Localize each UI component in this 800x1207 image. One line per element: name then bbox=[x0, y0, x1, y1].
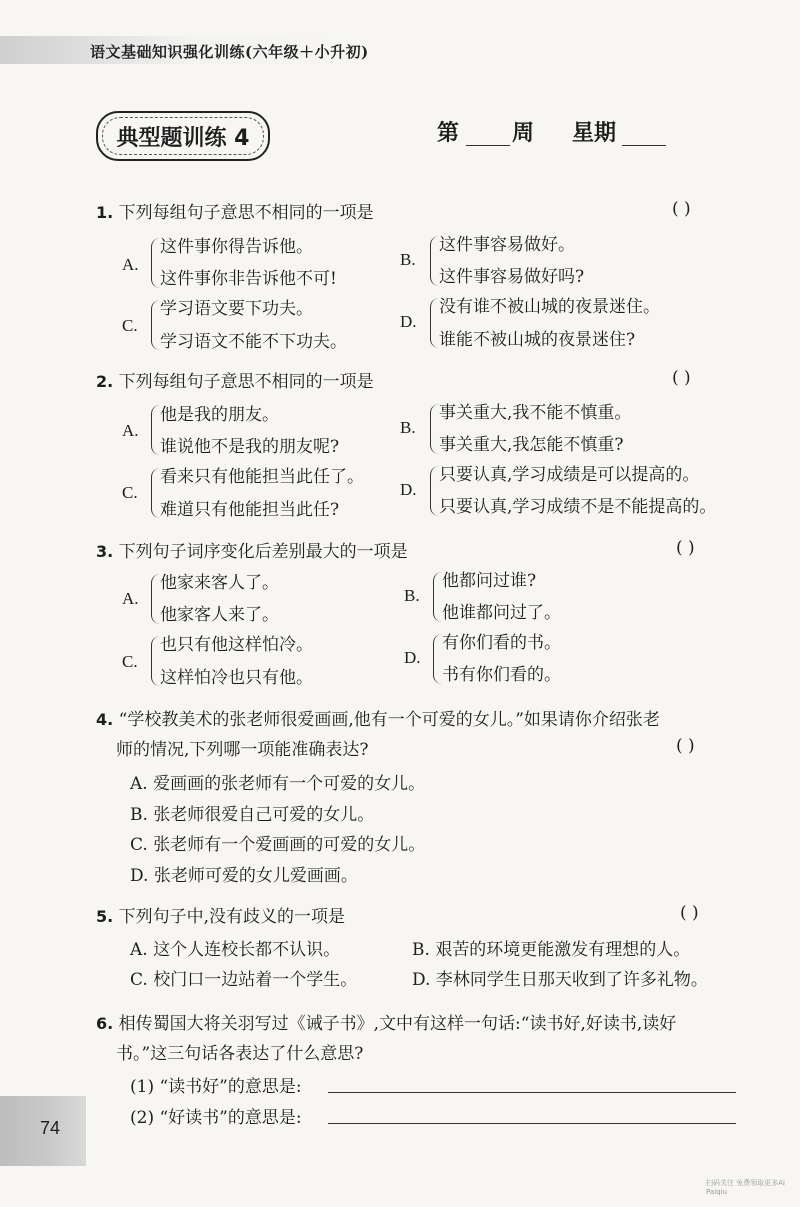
option-b bbox=[130, 800, 374, 825]
option-c bbox=[130, 830, 425, 855]
option-text: 艰苦的环境更能激发有理想的人。 bbox=[435, 940, 691, 960]
question-stem: 下列每组句子意思不相同的一项是 bbox=[118, 372, 374, 392]
book-title: 语文基础知识强化训练(六年级＋小升初) bbox=[90, 43, 369, 61]
sub-question-2: (2) “好读书”的意思是: bbox=[130, 1108, 302, 1128]
option-line: 这件事容易做好吗? bbox=[439, 267, 585, 287]
option-letter: C. bbox=[130, 970, 148, 990]
sub-question-1: (1) “读书好”的意思是: bbox=[130, 1077, 302, 1097]
option-a bbox=[130, 769, 425, 794]
week-label-xingqi: 星期 bbox=[572, 120, 617, 146]
watermark: 扫码关注 免费领取更多Ai Paiqiu bbox=[706, 1179, 785, 1196]
option-line: 也只有他这样怕冷。 bbox=[160, 635, 313, 655]
question-3: 3. 下列句子词序变化后差别最大的一项是 bbox=[96, 542, 408, 562]
week-label-di: 第 bbox=[437, 120, 460, 146]
option-line: 事关重大,我不能不慎重。 bbox=[439, 403, 632, 423]
option-letter: D. bbox=[400, 312, 417, 331]
option-letter: B. bbox=[130, 805, 148, 825]
option-line: 事关重大,我怎能不慎重? bbox=[439, 435, 624, 455]
option-letter: A. bbox=[122, 255, 139, 274]
week-number-blank[interactable] bbox=[466, 145, 510, 146]
option-line: 没有谁不被山城的夜景迷住。 bbox=[439, 297, 660, 317]
question-4: 4. “学校教美术的张老师很爱画画,他有一个可爱的女儿。”如果请你介绍张老 bbox=[96, 710, 660, 730]
option-text: 李林同学生日那天收到了许多礼物。 bbox=[435, 970, 708, 990]
option-line: 这件事你非告诉他不可! bbox=[160, 269, 337, 289]
answer-parens[interactable]: ( ) bbox=[672, 199, 691, 219]
section-title-badge bbox=[96, 111, 270, 161]
option-letter: D. bbox=[412, 970, 431, 990]
option-letter: C. bbox=[122, 316, 138, 335]
option-line: 这件事你得告诉他。 bbox=[160, 237, 313, 257]
option-b bbox=[412, 935, 690, 960]
option-text: 校门口一边站着一个学生。 bbox=[153, 970, 358, 990]
option-line: 书有你们看的。 bbox=[442, 665, 561, 685]
option-line: 学习语文要下功夫。 bbox=[160, 299, 313, 319]
option-letter: A. bbox=[122, 589, 139, 608]
question-stem-line1: 相传蜀国大将关羽写过《诫子书》,文中有这样一句话:“读书好,好读书,读好 bbox=[118, 1014, 677, 1034]
option-text: 爱画画的张老师有一个可爱的女儿。 bbox=[153, 774, 426, 794]
option-line: 这样怕冷也只有他。 bbox=[160, 668, 313, 688]
option-letter: B. bbox=[400, 418, 416, 437]
option-line: 有你们看的书。 bbox=[442, 633, 561, 653]
answer-line-2[interactable] bbox=[328, 1123, 736, 1124]
option-line: 他都问过谁? bbox=[442, 571, 537, 591]
question-4-line2: 师的情况,下列哪一项能准确表达? bbox=[116, 740, 369, 760]
option-line: 他家来客人了。 bbox=[160, 573, 279, 593]
option-text: 张老师有一个爱画画的可爱的女儿。 bbox=[153, 835, 426, 855]
option-letter: B. bbox=[400, 250, 416, 269]
question-6-line2: 书。”这三句话各表达了什么意思? bbox=[116, 1044, 364, 1064]
option-line: 只要认真,学习成绩是可以提高的。 bbox=[439, 465, 700, 485]
option-line: 只要认真,学习成绩不是不能提高的。 bbox=[439, 497, 717, 517]
option-line: 谁能不被山城的夜景迷住? bbox=[439, 330, 636, 350]
option-c bbox=[130, 965, 357, 990]
answer-parens[interactable]: ( ) bbox=[680, 903, 699, 923]
section-title: 典型题训练 4 bbox=[116, 125, 250, 151]
option-letter: B. bbox=[404, 586, 420, 605]
page-number: 74 bbox=[40, 1118, 61, 1138]
option-line: 难道只有他能担当此任? bbox=[160, 500, 340, 520]
question-5: 5. 下列句子中,没有歧义的一项是 bbox=[96, 907, 346, 927]
option-letter: C. bbox=[122, 483, 138, 502]
weekday-blank[interactable] bbox=[622, 145, 666, 146]
option-letter: B. bbox=[412, 940, 430, 960]
question-stem: 下列每组句子意思不相同的一项是 bbox=[118, 203, 374, 223]
question-stem: 下列句子词序变化后差别最大的一项是 bbox=[118, 542, 408, 562]
option-line: 这件事容易做好。 bbox=[439, 235, 575, 255]
question-2: 2. 下列每组句子意思不相同的一项是 bbox=[96, 372, 374, 392]
option-line: 他是我的朋友。 bbox=[160, 405, 279, 425]
option-a bbox=[130, 935, 340, 960]
option-line: 他谁都问过了。 bbox=[442, 603, 561, 623]
option-d bbox=[130, 861, 358, 886]
answer-parens[interactable]: ( ) bbox=[676, 736, 695, 756]
option-line: 看来只有他能担当此任了。 bbox=[160, 467, 364, 487]
option-letter: D. bbox=[130, 866, 149, 886]
option-line: 谁说他不是我的朋友呢? bbox=[160, 437, 340, 457]
option-d bbox=[412, 965, 708, 990]
option-text: 张老师很爱自己可爱的女儿。 bbox=[153, 805, 375, 825]
option-letter: A. bbox=[122, 421, 139, 440]
option-line: 学习语文不能不下功夫。 bbox=[160, 332, 347, 352]
question-6: 6. 相传蜀国大将关羽写过《诫子书》,文中有这样一句话:“读书好,好读书,读好 bbox=[96, 1014, 677, 1034]
question-stem: 下列句子中,没有歧义的一项是 bbox=[118, 907, 346, 927]
option-text: 这个人连校长都不认识。 bbox=[153, 940, 341, 960]
question-stem-line1: “学校教美术的张老师很爱画画,他有一个可爱的女儿。”如果请你介绍张老 bbox=[118, 710, 660, 730]
option-letter: A. bbox=[130, 940, 148, 960]
option-letter: D. bbox=[404, 648, 421, 667]
option-letter: D. bbox=[400, 480, 417, 499]
option-letter: C. bbox=[130, 835, 148, 855]
option-letter: A. bbox=[130, 774, 148, 794]
answer-parens[interactable]: ( ) bbox=[672, 368, 691, 388]
answer-line-1[interactable] bbox=[328, 1092, 736, 1093]
option-text: 张老师可爱的女儿爱画画。 bbox=[153, 866, 358, 886]
week-label-zhou: 周 bbox=[512, 120, 535, 146]
answer-parens[interactable]: ( ) bbox=[676, 538, 695, 558]
question-1: 1. 下列每组句子意思不相同的一项是 bbox=[96, 203, 374, 223]
option-letter: C. bbox=[122, 652, 138, 671]
option-line: 他家客人来了。 bbox=[160, 605, 279, 625]
